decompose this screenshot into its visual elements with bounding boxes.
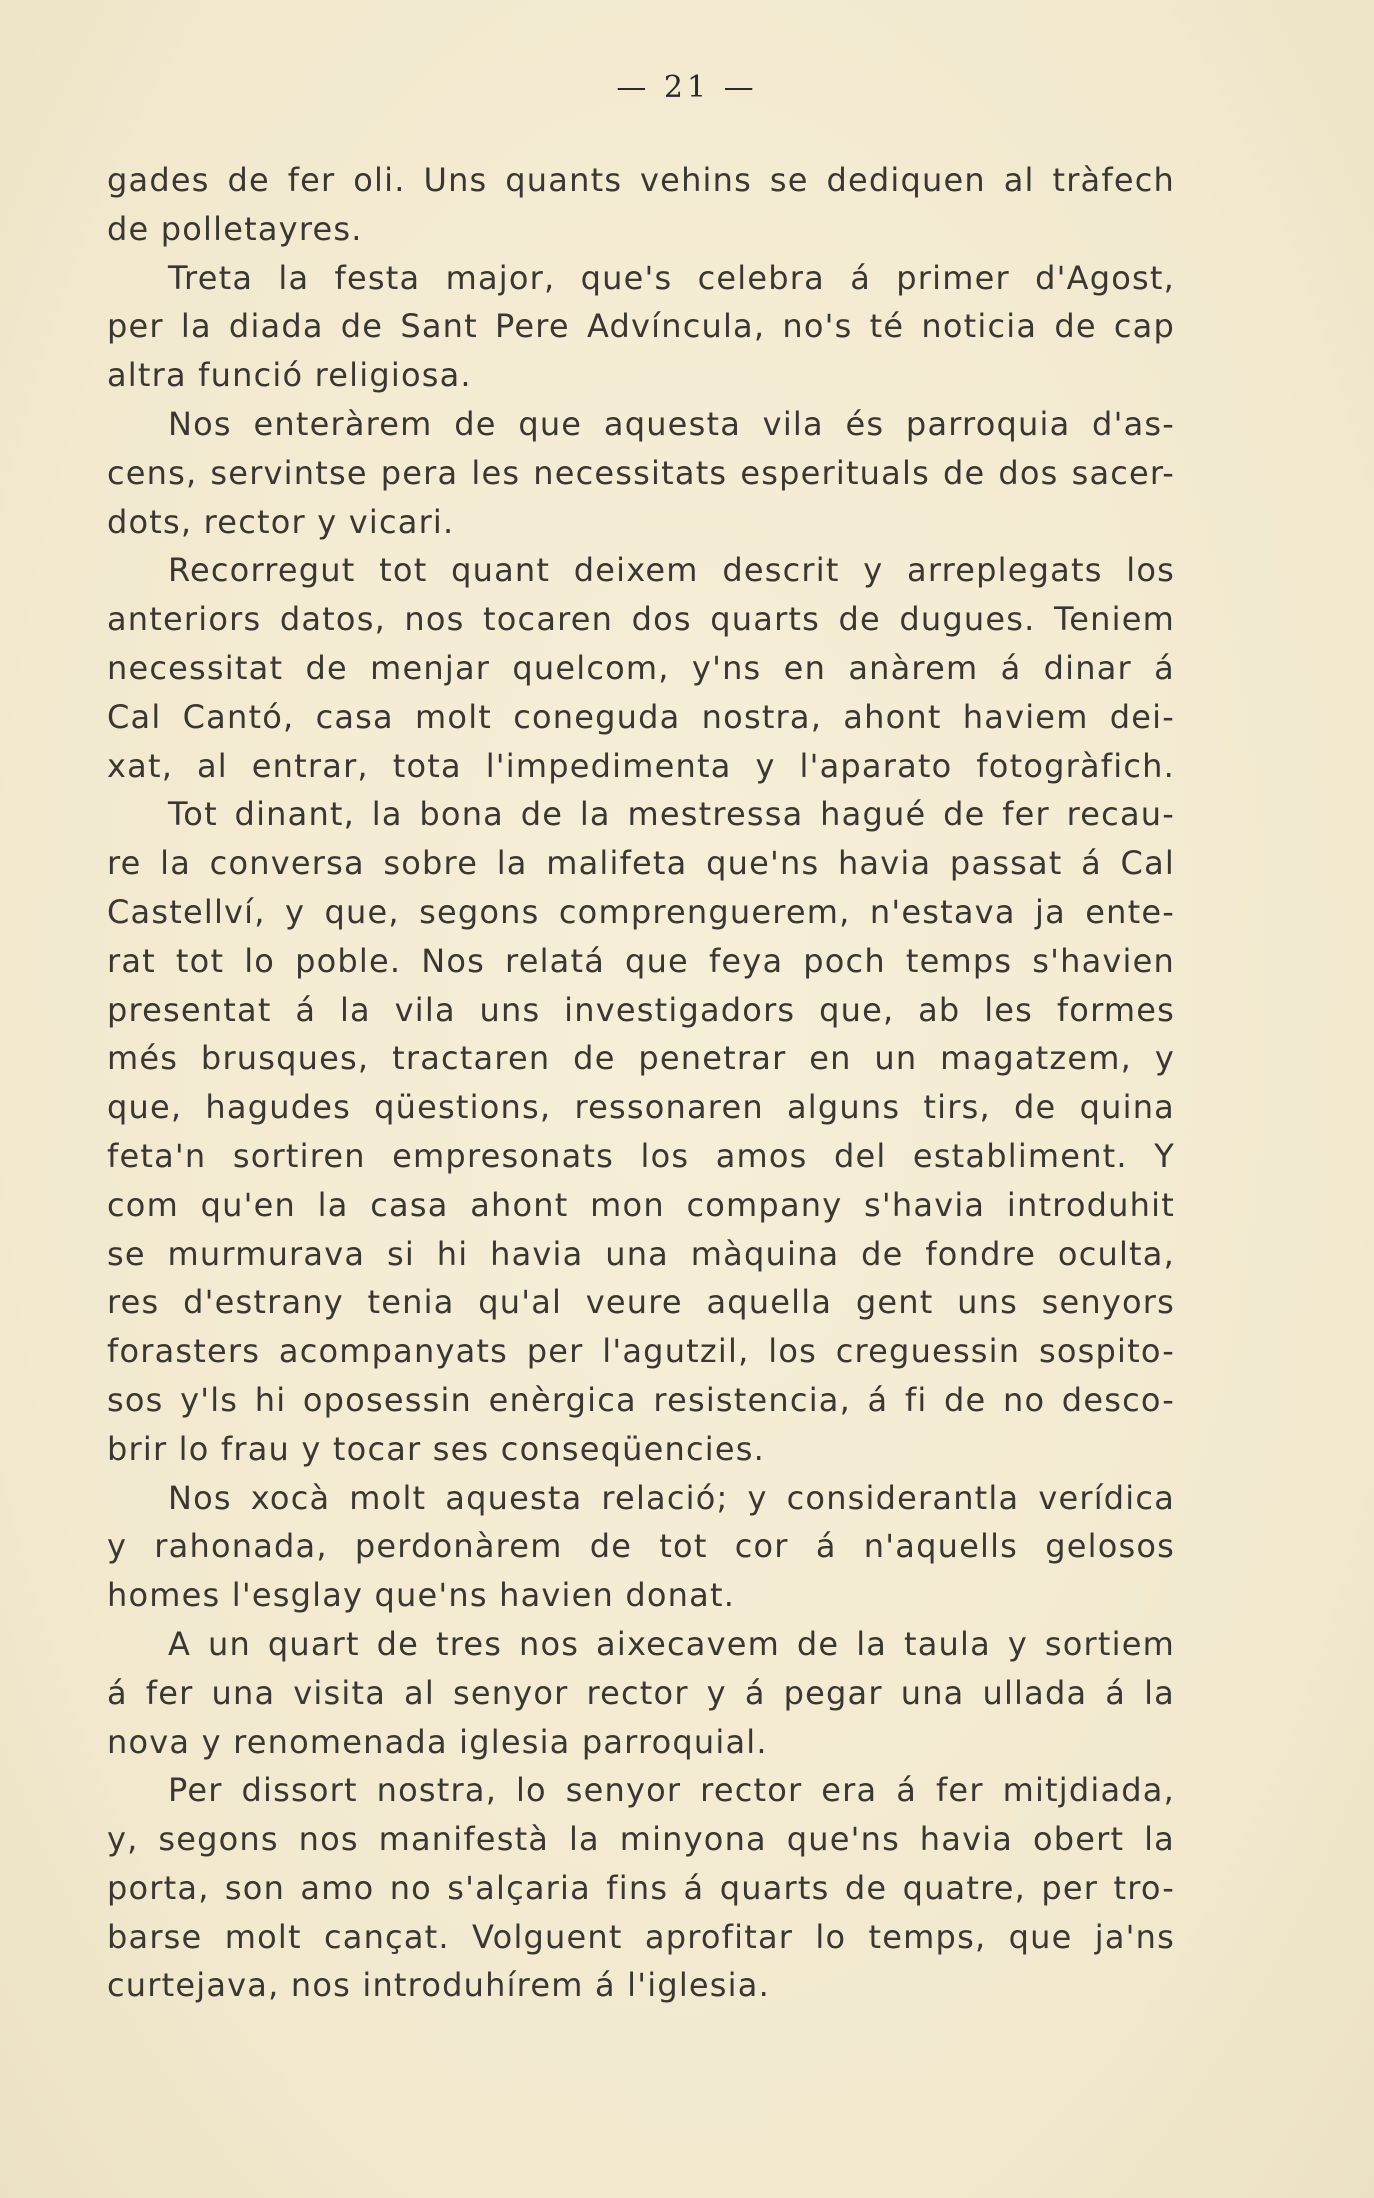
text-line: com qu'en la casa ahont mon company s'havia introduhit [107,1185,1175,1224]
text-line: Nos xocà molt aquesta relació; y considerantla verídica [168,1478,1175,1517]
text-line: sos y'ls hi oposessin enèrgica resistencia, á fi de no desco- [107,1380,1175,1419]
text-line: cens, servintse pera les necessitats esperituals de dos sacer- [107,453,1175,492]
text-line: se murmurava si hi havia una màquina de fondre oculta, [107,1234,1175,1273]
text-line: per la diada de Sant Pere Advíncula, no's té noticia de cap [107,307,1175,346]
text-line: rat tot lo poble. Nos relatá que feya poch temps s'havien [107,941,1175,980]
text-line: homes l'esglay que'ns havien donat. [107,1576,736,1615]
text-line: Castellví, y que, segons comprenguerem, n'estava ja ente- [107,892,1175,931]
text-line: re la conversa sobre la malifeta que'ns havia passat á Cal [107,844,1175,883]
text-line: dots, rector y vicari. [107,502,455,541]
text-line: gades de fer oli. Uns quants vehins se dediquen al tràfech [107,161,1175,199]
text-line: Recorregut tot quant deixem descrit y arreplegats los [168,551,1175,590]
text-line: y, segons nos manifestà la minyona que'ns havia obert la [107,1820,1175,1859]
page-number: — 21 — [616,70,758,105]
text-line: res d'estrany tenia qu'al veure aquella gent uns senyors [107,1283,1175,1322]
text-line: curtejava, nos introduhírem á l'iglesia. [107,1966,770,2005]
body-text [107,156,1175,2010]
text-line: á fer una visita al senyor rector y á pegar una ullada á la [107,1673,1175,1712]
text-line: nova y renomenada iglesia parroquial. [107,1722,768,1761]
text-line: A un quart de tres nos aixecavem de la taula y sortiem [168,1624,1175,1663]
text-line: altra funció religiosa. [107,356,472,395]
text-line: anteriors datos, nos tocaren dos quarts de dugues. Teniem [107,600,1175,639]
text-line: més brusques, tractaren de penetrar en un magatzem, y [107,1039,1175,1078]
text-line: xat, al entrar, tota l'impedimenta y l'aparato fotogràfich. [107,746,1175,785]
text-line: que, hagudes qüestions, ressonaren alguns tirs, de quina [107,1088,1175,1127]
text-line: presentat á la vila uns investigadors que, ab les formes [107,990,1175,1029]
text-line: necessitat de menjar quelcom, y'ns en anàrem á dinar á [107,648,1175,687]
text-line: porta, son amo no s'alçaria fins á quarts de quatre, per tro- [107,1868,1175,1907]
text-line: Treta la festa major, que's celebra á primer d'Agost, [168,258,1175,297]
text-line: forasters acompanyats per l'agutzil, los creguessin sospito- [107,1332,1175,1371]
text-line: brir lo frau y tocar ses conseqüencies. [107,1429,765,1468]
text-line: feta'n sortiren empresonats los amos del establiment. Y [107,1136,1175,1175]
text-line: Tot dinant, la bona de la mestressa hagué de fer recau- [168,795,1175,834]
text-line: Per dissort nostra, lo senyor rector era á fer mitjdiada, [168,1771,1175,1810]
text-line: Cal Cantó, casa molt coneguda nostra, ahont haviem dei- [107,697,1175,736]
text-line: barse molt cançat. Volguent aprofitar lo temps, que ja'ns [107,1917,1175,1956]
text-line: Nos enteràrem de que aquesta vila és parroquia d'as- [168,404,1175,443]
text-line: y rahonada, perdonàrem de tot cor á n'aquells gelosos [107,1527,1175,1566]
text-line: de polletayres. [107,209,363,248]
